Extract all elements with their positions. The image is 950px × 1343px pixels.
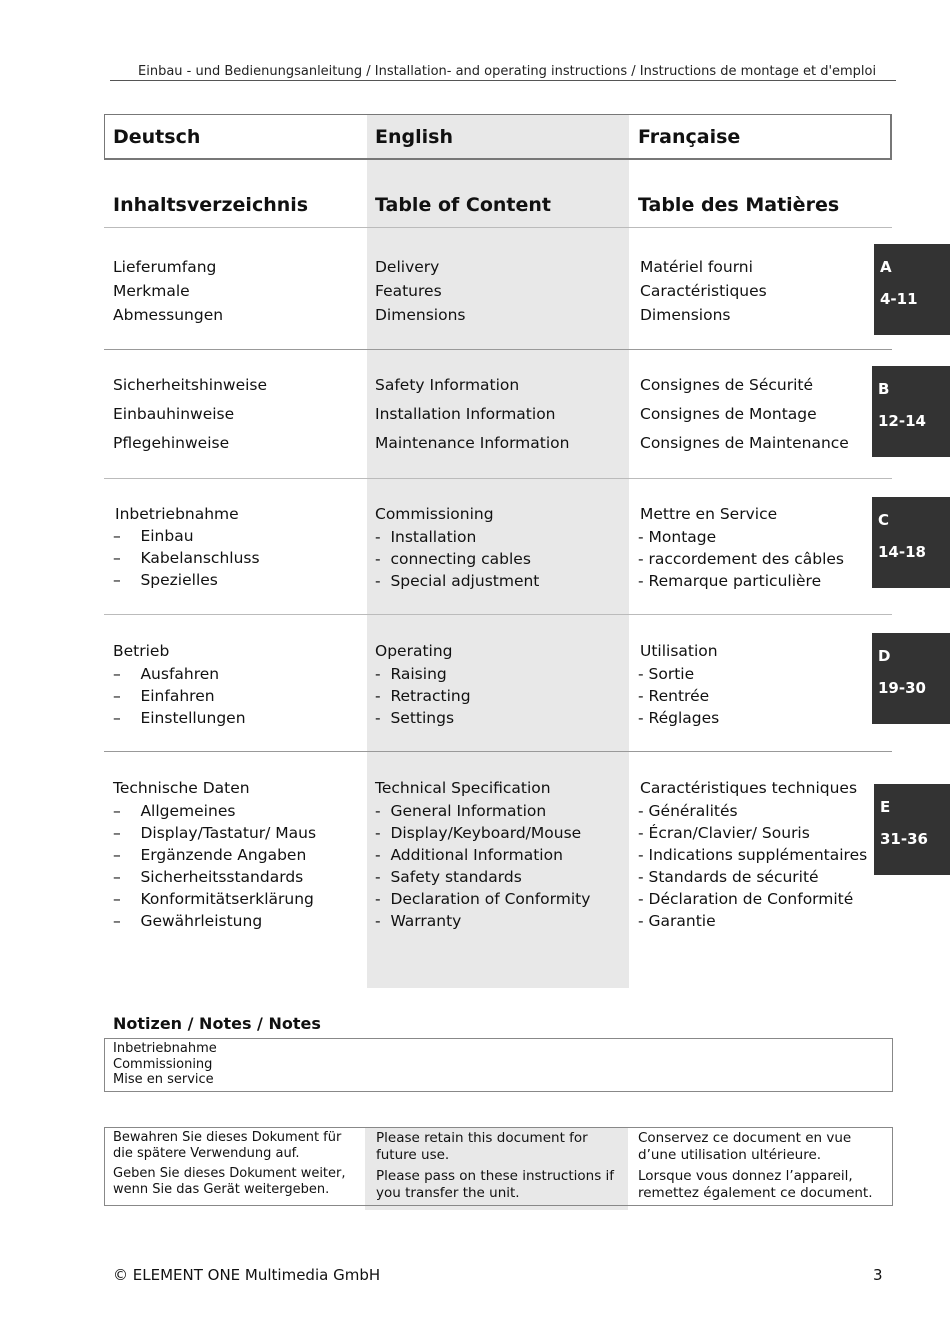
list-item: Pflegehinweise — [113, 434, 230, 452]
section-b-de — [113, 371, 267, 458]
header-rule — [110, 80, 896, 81]
section-heading: Commissioning — [375, 505, 494, 523]
list-item: – Gewährleistung — [113, 912, 263, 930]
list-item: - Sortie — [638, 665, 695, 683]
list-item: Safety Information — [375, 376, 520, 394]
list-item: - Réglages — [638, 709, 720, 727]
list-item: Abmessungen — [113, 306, 224, 324]
section-c-de — [115, 502, 239, 526]
list-item: Features — [375, 282, 442, 300]
retain-text: Conservez ce document en vue d’une utilisation ultérieure. — [638, 1130, 852, 1163]
list-item: - Declaration of Conformity — [375, 890, 591, 908]
section-heading: Caractéristiques techniques — [640, 779, 858, 797]
tab-letter: C — [878, 511, 890, 529]
tab-pages: 19-30 — [878, 679, 926, 697]
section-heading: Utilisation — [640, 642, 718, 660]
lang-de: Deutsch — [113, 126, 201, 148]
tab-letter: E — [880, 798, 891, 816]
tab-pages: 4-11 — [880, 290, 918, 308]
notes-title: Notizen / Notes / Notes — [113, 1014, 321, 1033]
notes-box — [104, 1038, 893, 1092]
list-item: - Raising — [375, 665, 447, 683]
list-item: - Indications supplémentaires — [638, 846, 868, 864]
lang-fr: Française — [638, 126, 741, 148]
section-divider — [104, 751, 892, 752]
toc-title-de: Inhaltsverzeichnis — [113, 194, 309, 216]
tab-pages: 12-14 — [878, 412, 926, 430]
list-item: - Display/Keyboard/Mouse — [375, 824, 582, 842]
section-heading: Inbetriebnahme — [115, 505, 239, 523]
section-a-en — [375, 255, 465, 327]
list-item: – Allgemeines — [113, 802, 236, 820]
section-divider — [104, 614, 892, 615]
list-item: - Warranty — [375, 912, 462, 930]
notes-line: Commissioning — [113, 1056, 213, 1072]
list-item: – Einbau — [113, 527, 194, 545]
section-heading: Technische Daten — [113, 779, 250, 797]
list-item: – Kabelanschluss — [113, 549, 260, 567]
list-item: - General Information — [375, 802, 547, 820]
list-item: – Ausfahren — [113, 665, 220, 683]
language-header-box — [104, 114, 892, 160]
notes-line: Mise en service — [113, 1072, 214, 1087]
list-item: Maintenance Information — [375, 434, 570, 452]
list-item: Lieferumfang — [113, 258, 217, 276]
list-item: - Rentrée — [638, 687, 710, 705]
section-heading: Operating — [375, 642, 453, 660]
section-e-de — [113, 776, 316, 932]
list-item: - Remarque particulière — [638, 572, 822, 590]
list-item: – Ergänzende Angaben — [113, 846, 307, 864]
list-item: Dimensions — [375, 306, 466, 324]
section-b-en — [375, 371, 569, 458]
tab-letter: A — [880, 258, 892, 276]
list-item: – Spezielles — [113, 571, 218, 589]
list-item: – Einfahren — [113, 687, 215, 705]
list-item: Caractéristiques — [640, 282, 767, 300]
section-heading: Betrieb — [113, 642, 170, 660]
tab-pages: 14-18 — [878, 543, 926, 561]
section-d-fr — [638, 639, 719, 729]
list-item: - Montage — [638, 528, 717, 546]
section-tab-d[interactable] — [872, 633, 950, 724]
list-item: - Safety standards — [375, 868, 522, 886]
list-item: Consignes de Sécurité — [640, 376, 814, 394]
section-divider — [104, 349, 892, 350]
retain-de — [113, 1130, 358, 1202]
list-item: Merkmale — [113, 282, 190, 300]
list-item: - connecting cables — [375, 550, 531, 568]
section-a-de — [113, 255, 223, 327]
retain-text: Lorsque vous donnez l’appareil, remettez également ce document. — [638, 1168, 873, 1201]
list-item: Installation Information — [375, 405, 556, 423]
list-item: Sicherheitshinweise — [113, 376, 268, 394]
retain-text: Please pass on these instructions if you transfer the unit. — [376, 1168, 615, 1201]
list-item: - Déclaration de Conformité — [638, 890, 854, 908]
section-tab-c[interactable] — [872, 497, 950, 588]
list-item: – Display/Tastatur/ Maus — [113, 824, 317, 842]
footer-copyright: © ELEMENT ONE Multimedia GmbH — [113, 1266, 381, 1284]
retain-en — [376, 1130, 624, 1206]
lang-en: English — [375, 126, 453, 148]
retain-fr — [638, 1130, 888, 1206]
toc-title-rule — [104, 227, 892, 228]
list-item: Consignes de Maintenance — [640, 434, 849, 452]
list-item: - Retracting — [375, 687, 471, 705]
footer-page-number: 3 — [873, 1266, 883, 1284]
retain-text: Please retain this document for future use. — [376, 1130, 588, 1163]
section-tab-e[interactable] — [874, 784, 950, 875]
list-item: Dimensions — [640, 306, 731, 324]
list-item: - Standards de sécurité — [638, 868, 819, 886]
list-item: - Écran/Clavier/ Souris — [638, 824, 810, 842]
section-tab-a[interactable] — [874, 244, 950, 335]
section-c-fr — [638, 502, 844, 592]
list-item: – Einstellungen — [113, 709, 246, 727]
tab-pages: 31-36 — [880, 830, 928, 848]
section-heading: Mettre en Service — [640, 505, 778, 523]
list-item: Matériel fourni — [640, 258, 753, 276]
list-item: - Généralités — [638, 802, 738, 820]
list-item: - Garantie — [638, 912, 716, 930]
list-item: Consignes de Montage — [640, 405, 817, 423]
section-c-de-items — [113, 525, 260, 591]
retain-text: Geben Sie dieses Dokument weiter, wenn Sie das Gerät weitergeben. — [113, 1166, 346, 1197]
section-d-en — [375, 639, 471, 729]
retain-text: Bewahren Sie dieses Dokument für die spätere Verwendung auf. — [113, 1130, 342, 1161]
tab-letter: D — [878, 647, 891, 665]
list-item: - Installation — [375, 528, 477, 546]
section-a-fr — [640, 255, 767, 327]
section-c-en — [375, 502, 539, 592]
list-item: Einbauhinweise — [113, 405, 235, 423]
section-tab-b[interactable] — [872, 366, 950, 457]
toc-title-en: Table of Content — [375, 194, 551, 216]
section-e-en — [375, 776, 590, 932]
document-header: Einbau - und Bedienungsanleitung / Installation- and operating instructions / Instructions de montage et d'emploi — [138, 64, 877, 79]
list-item: – Konformitätserklärung — [113, 890, 314, 908]
list-item: - Settings — [375, 709, 455, 727]
list-item: Delivery — [375, 258, 440, 276]
section-b-fr — [640, 371, 849, 458]
section-d-de — [113, 639, 246, 729]
list-item: – Sicherheitsstandards — [113, 868, 304, 886]
section-heading: Technical Specification — [375, 779, 551, 797]
list-item: - raccordement des câbles — [638, 550, 845, 568]
list-item: - Additional Information — [375, 846, 563, 864]
tab-letter: B — [878, 380, 890, 398]
toc-title-fr: Table des Matières — [638, 194, 840, 216]
section-e-fr — [638, 776, 867, 932]
section-divider — [104, 478, 892, 479]
notes-line: Inbetriebnahme — [113, 1041, 217, 1056]
list-item: - Special adjustment — [375, 572, 540, 590]
